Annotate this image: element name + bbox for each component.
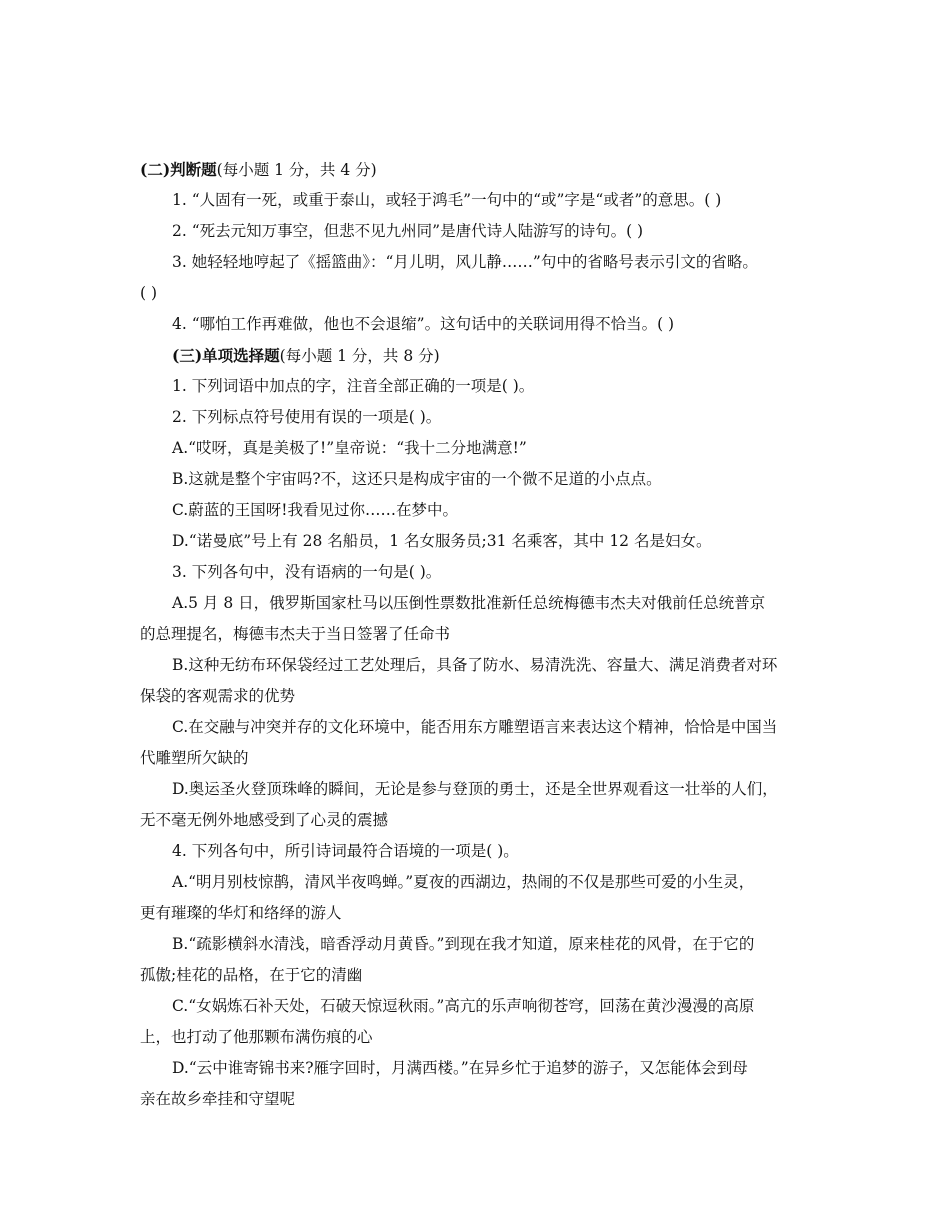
judgement-item-4: 4. “哪怕工作再难做，他也不会退缩”。这句话中的关联词用得不恰当。( ) [172,315,675,333]
q3-option-c-line1: C.在交融与冲突并存的文化环境中，能否用东方雕塑语言来表达这个精神，恰恰是中国当 [172,718,778,736]
choice-question-4: 4. 下列各句中，所引诗词最符合语境的一项是( )。 [172,842,519,860]
q3-option-c-line2: 代雕塑所欠缺的 [140,749,249,767]
section-choice-heading [140,340,816,371]
judgement-item-3: 3. 她轻轻地哼起了《摇篮曲》：“月儿明，风儿静……”句中的省略号表示引文的省略。 [172,253,758,271]
q4-option-a-line1: A.“明月别枝惊鹊，清风半夜鸣蝉。”夏夜的西湖边，热闹的不仅是那些可爱的小生灵， [172,873,755,891]
q3-option-b-line1: B.这种无纺布环保袋经过工艺处理后，具备了防水、易清洗洗、容量大、满足消费者对环 [172,656,778,674]
choice-question-2: 2. 下列标点符号使用有误的一项是( )。 [172,408,442,426]
q3-option-d-line2: 无不毫无例外地感受到了心灵的震撼 [140,811,389,829]
q4-option-a-line2: 更有璀璨的华灯和络绎的游人 [140,904,342,922]
q2-option-d: D.“诺曼底”号上有 28 名船员，1 名女服务员;31 名乘客，其中 12 名是妇女。 [172,532,712,550]
q3-option-a-line2: 的总理提名，梅德韦杰夫于当日签署了任命书 [140,625,451,643]
choice-question-1: 1. 下列词语中加点的字，注音全部正确的一项是( )。 [172,377,535,395]
q3-option-a-line1: A.5 月 8 日，俄罗斯国家杜马以压倒性票数批准新任总统梅德韦杰夫对俄前任总统普京 [172,594,766,612]
q4-option-c-line2: 上，也打动了他那颗布满伤痕的心 [140,1028,373,1046]
section-judgement-note: (每小题 1 分，共 4 分) [216,161,377,179]
section-judgement-heading [140,154,816,185]
q4-option-b-line1: B.“疏影横斜水清浅，暗香浮动月黄昏。”到现在我才知道，原来桂花的风骨，在于它的 [172,935,755,953]
q2-option-c: C.蔚蓝的王国呀!我看见过你……在梦中。 [172,501,458,519]
q2-option-a: A.“哎呀，真是美极了!”皇帝说：“我十二分地满意!” [172,439,527,457]
judgement-item-2: 2. “死去元知万事空，但悲不见九州同”是唐代诗人陆游写的诗句。( ) [172,222,644,240]
q4-option-d-line2: 亲在故乡牵挂和守望呢 [140,1090,296,1108]
q2-option-b: B.这就是整个宇宙吗?不，这还只是构成宇宙的一个微不足道的小点点。 [172,470,662,488]
q4-option-b-line2: 孤傲;桂花的品格，在于它的清幽 [140,966,363,984]
section-choice-title: (三)单项选择题 [172,346,280,365]
q3-option-d-line1: D.奥运圣火登顶珠峰的瞬间，无论是参与登顶的勇士，还是全世界观看这一壮举的人们， [172,780,778,798]
section-judgement-title: (二)判断题 [140,160,217,179]
judgement-item-3-cont: ( ) [140,284,158,302]
section-choice-note: (每小题 1 分，共 8 分) [279,347,440,365]
q3-option-b-line2: 保袋的客观需求的优势 [140,687,296,705]
q4-option-d-line1: D.“云中谁寄锦书来?雁字回时，月满西楼。”在异乡忙于追梦的游子，又怎能体会到母 [172,1059,748,1077]
judgement-item-1: 1. “人固有一死，或重于泰山，或轻于鸿毛”一句中的“或”字是“或者”的意思。( ) [172,191,722,209]
q4-option-c-line1: C.“女娲炼石补天处，石破天惊逗秋雨。”高亢的乐声响彻苍穹，回荡在黄沙漫漫的高原 [172,997,755,1015]
choice-question-3: 3. 下列各句中，没有语病的一句是( )。 [172,563,442,581]
document-content [140,154,816,1115]
